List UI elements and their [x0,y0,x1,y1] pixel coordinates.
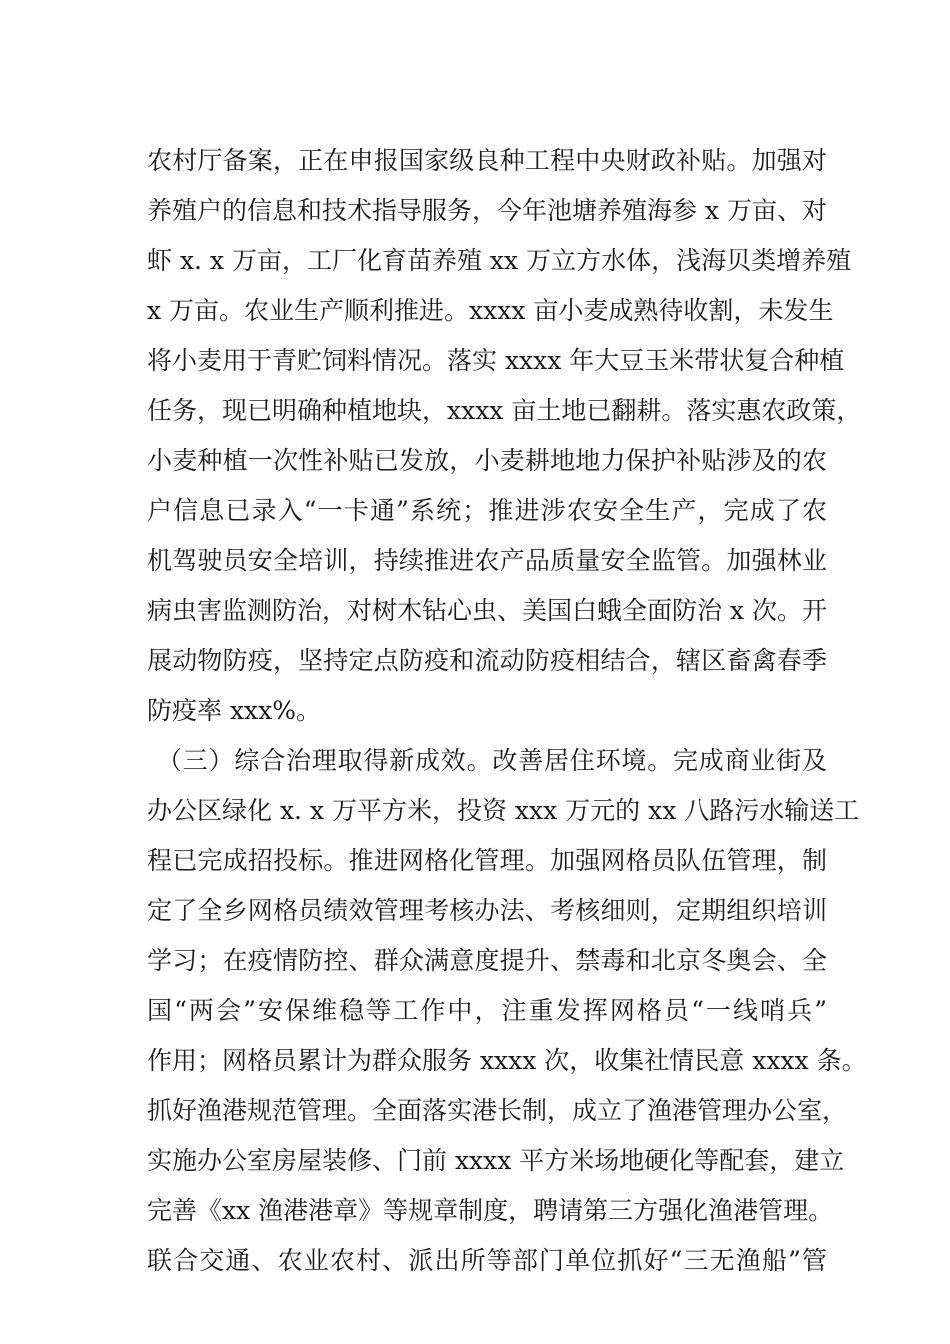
text-line: 防疫率 xxx%。 [147,696,321,725]
text-line: 联合交通、农业农村、派出所等部门单位抓好“三无渔船”管 [147,1246,827,1275]
text-line: 展动物防疫，坚持定点防疫和流动防疫相结合，辖区畜禽春季 [147,646,827,675]
section-heading-line: （三）综合治理取得新成效。改善居住环境。完成商业街及 [157,746,827,775]
text-line: 完善《xx 渔港港章》等规章制度，聘请第三方强化渔港管理。 [147,1196,834,1225]
text-line: 养殖户的信息和技术指导服务，今年池塘养殖海参 x 万亩、对 [147,196,827,225]
text-line: 农村厅备案，正在申报国家级良种工程中央财政补贴。加强对 [147,146,827,175]
text-line: 定了全乡网格员绩效管理考核办法、考核细则，定期组织培训 [147,896,827,925]
text-line: 机驾驶员安全培训，持续推进农产品质量安全监管。加强林业 [147,546,827,575]
text-line: 虾 x. x 万亩，工厂化育苗养殖 xx 万立方水体，浅海贝类增养殖 [147,246,852,275]
text-line: 国“两会”安保维稳等工作中，注重发挥网格员“一线哨兵” [147,996,827,1025]
text-line: 小麦种植一次性补贴已发放，小麦耕地地力保护补贴涉及的农 [147,446,827,475]
text-line: 将小麦用于青贮饲料情况。落实 xxxx 年大豆玉米带状复合种植 [147,346,845,375]
text-line: 实施办公室房屋装修、门前 xxxx 平方米场地硬化等配套，建立 [147,1146,845,1175]
text-line: 办公区绿化 x. x 万平方米，投资 xxx 万元的 xx 八路污水输送工 [147,796,860,825]
text-line: 户信息已录入“一卡通”系统；推进涉农安全生产，完成了农 [147,496,827,525]
text-line: 作用；网格员累计为群众服务 xxxx 次，收集社情民意 xxxx 条。 [147,1046,867,1075]
text-line: 病虫害监测防治，对树木钻心虫、美国白蛾全面防治 x 次。开 [147,596,827,625]
text-line: 抓好渔港规范管理。全面落实港长制，成立了渔港管理办公室， [147,1096,848,1125]
text-line: 任务，现已明确种植地块，xxxx 亩土地已翻耕。落实惠农政策， [147,396,862,425]
text-line: x 万亩。农业生产顺利推进。xxxx 亩小麦成熟待收割，未发生 [147,296,834,325]
text-line: 程已完成招投标。推进网格化管理。加强网格员队伍管理，制 [147,846,827,875]
text-line: 学习；在疫情防控、群众满意度提升、禁毒和北京冬奥会、全 [147,946,827,975]
